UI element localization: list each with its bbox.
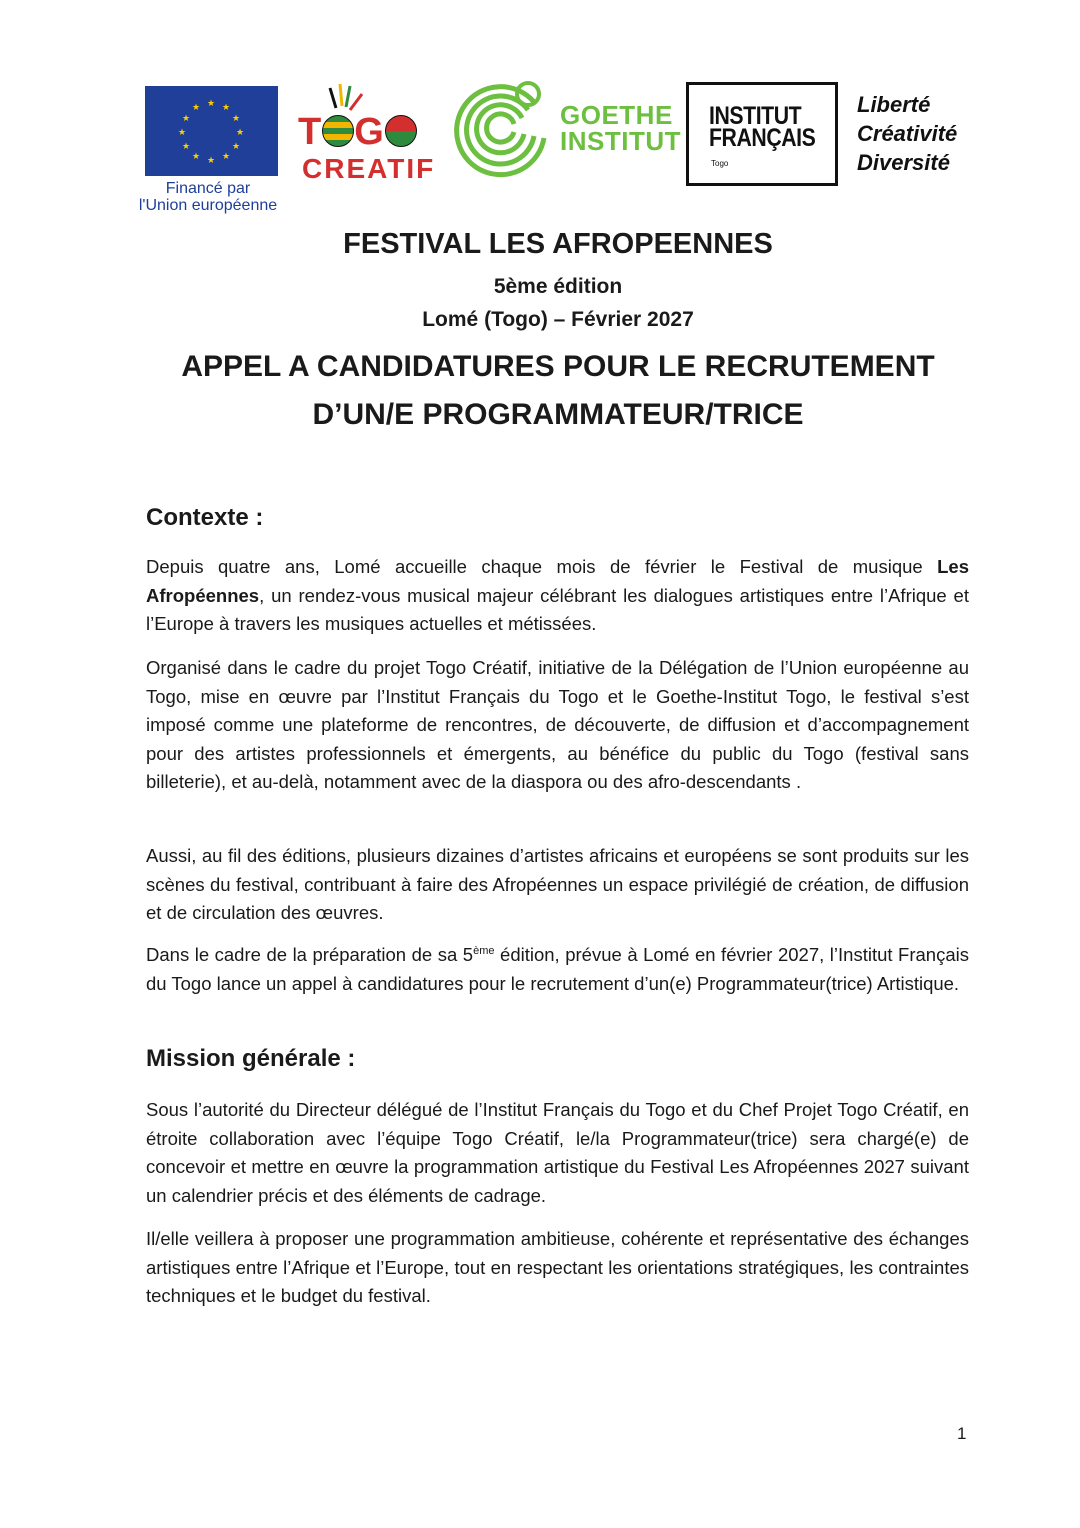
context-paragraph-2: Organisé dans le cadre du projet Togo Créatif, initiative de la Délégation de l’Union européenne au Togo, mise en œuvre par l’Institut Français du Togo et le Goethe-Institut Togo, le festival s’est imposé comme une plateforme de rencontres, de découverte, de diffusion et d’accompagnement pour des artistes professionnels et émergents, au bénéfice du public du Togo (festival sans billeterie), et au-delà, notamment avec de la diaspora ou des afro-descendants . bbox=[146, 657, 969, 793]
context-p4-text-a: Dans le cadre de la préparation de sa 5 bbox=[146, 944, 474, 965]
context-heading: Contexte : bbox=[146, 504, 264, 531]
if-word bbox=[709, 102, 816, 152]
goethe-institut-logo bbox=[448, 78, 681, 182]
call-title bbox=[18, 343, 1080, 439]
context-paragraph-4 bbox=[146, 941, 969, 998]
eu-stars-icon bbox=[145, 86, 278, 176]
festival-name-bold: Les Afropéennes bbox=[146, 556, 969, 606]
goethe-text bbox=[560, 102, 681, 154]
rays-icon bbox=[322, 82, 382, 112]
context-p1-text-b: , un rendez-vous musical majeur célébrant les dialogues artistiques entre l’Afrique et l’Europe à travers les musiques actuelles et métissées. bbox=[146, 584, 969, 635]
mission-paragraph-1: Sous l’autorité du Directeur délégué de l’Institut Français du Togo et du Chef Projet Togo Créatif, en étroite collaboration avec l’équipe Togo Créatif, le/la Programmateur(trice) sera chargé(e) de concevoir et mettre en œuvre la programmation artistique du Festival Les Afropéennes 2027 suivant un calendrier précis et des éléments de cadrage. bbox=[146, 1099, 969, 1206]
edition-label: 5ème édition bbox=[493, 275, 623, 298]
svg-text:★: ★ bbox=[221, 152, 231, 162]
togo-flag-icon-2 bbox=[385, 115, 417, 147]
festival-title: FESTIVAL LES AFROPEENNES bbox=[343, 228, 773, 260]
motto-diversite: Diversité bbox=[857, 150, 950, 175]
togo-word bbox=[298, 112, 417, 152]
svg-text:★: ★ bbox=[231, 142, 241, 152]
svg-text:★: ★ bbox=[191, 152, 201, 162]
mission-heading: Mission générale : bbox=[146, 1045, 356, 1072]
svg-text:★: ★ bbox=[206, 99, 216, 109]
edition-superscript: ème bbox=[473, 944, 495, 957]
eu-flag-logo bbox=[145, 86, 278, 176]
mission-paragraph-2: Il/elle veillera à proposer une programmation ambitieuse, cohérente et représentative des échanges artistiques entre l’Afrique et l’Europe, tout en respectant les orientations stratégiques, les contraintes techniques et le budget du festival. bbox=[146, 1228, 969, 1307]
call-title-line1: APPEL A CANDIDATURES POUR LE RECRUTEMENT bbox=[181, 350, 935, 383]
place-date: Lomé (Togo) – Février 2027 bbox=[422, 308, 694, 331]
context-p1-text-a: Depuis quatre ans, Lomé accueille chaque mois de février le Festival de musique bbox=[146, 556, 938, 577]
motto-liberte: Liberté bbox=[857, 92, 931, 117]
goethe-line2: INSTITUT bbox=[560, 126, 681, 156]
svg-text:★: ★ bbox=[206, 156, 216, 166]
togo-flag-icon bbox=[322, 115, 354, 147]
if-line1: INSTITUT bbox=[709, 102, 802, 130]
goethe-spiral-icon bbox=[448, 78, 558, 182]
goethe-line1: GOETHE bbox=[560, 100, 673, 130]
svg-text:★: ★ bbox=[181, 114, 191, 124]
svg-text:★: ★ bbox=[177, 128, 187, 138]
svg-text:★: ★ bbox=[231, 114, 241, 124]
eu-caption-line1: Financé par bbox=[165, 180, 251, 197]
svg-text:★: ★ bbox=[221, 103, 231, 113]
togo-letter-g: G bbox=[354, 111, 385, 153]
if-line2: FRANÇAIS bbox=[709, 124, 816, 152]
togo-creatif-logo bbox=[298, 82, 436, 186]
svg-text:★: ★ bbox=[191, 103, 201, 113]
togo-letter-t: T bbox=[298, 111, 323, 153]
eu-caption bbox=[118, 180, 298, 214]
logo-row bbox=[0, 78, 1080, 228]
motto-creativite: Créativité bbox=[857, 121, 958, 146]
institut-francais-logo bbox=[686, 82, 838, 186]
page-number: 1 bbox=[957, 1424, 967, 1443]
context-p4-text-b: édition, prévue à Lomé en février 2027, l’Institut Français du Togo lance un appel à candidatures pour le recrutement d’un(e) Programmateur(trice) Artistique. bbox=[146, 944, 969, 994]
context-paragraph-3: Aussi, au fil des éditions, plusieurs dizaines d’artistes africains et européens se sont produits sur les scènes du festival, contribuant à faire des Afropéennes un espace privilégié de création, de diffusion et de circulation des œuvres. bbox=[146, 845, 969, 924]
if-togo-label: Togo bbox=[711, 159, 729, 168]
svg-text:★: ★ bbox=[181, 142, 191, 152]
context-paragraph-1 bbox=[146, 553, 969, 639]
eu-caption-line2: l'Union européenne bbox=[138, 197, 278, 214]
motto bbox=[857, 90, 957, 177]
call-title-line2: D’UN/E PROGRAMMATEUR/TRICE bbox=[312, 398, 804, 431]
creatif-word: CREATIF bbox=[302, 153, 436, 184]
svg-text:★: ★ bbox=[235, 128, 245, 138]
